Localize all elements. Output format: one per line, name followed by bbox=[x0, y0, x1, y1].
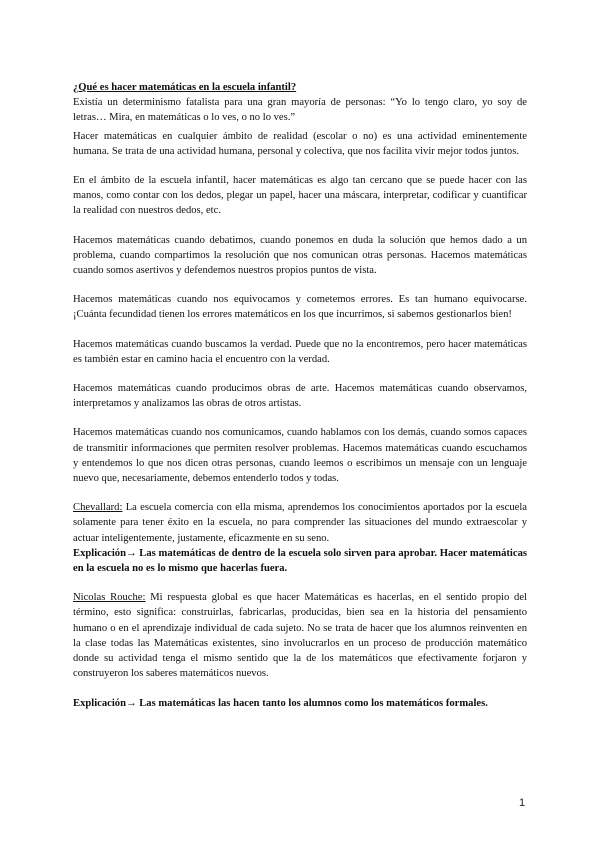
paragraph-errors: Hacemos matemáticas cuando nos equivocamos y cometemos errores. Es tan humano equivocarse. ¡Cuánta fecundidad tienen los errores matemáticos en los que incurrimos, si sabemos gestionarlos bien! bbox=[73, 294, 527, 321]
document-title: ¿Qué es hacer matemáticas en la escuela infantil? bbox=[73, 82, 297, 93]
author-chevallard: Chevallard: bbox=[73, 502, 123, 514]
paragraph-determinism: Existía un determinismo fatalista para una gran mayoría de personas: “Yo lo tengo claro, yo soy de letras… Mira, en matemáticas o lo ves, o no lo ves.” bbox=[73, 97, 527, 124]
paragraph-communication: Hacemos matemáticas cuando nos comunicamos, cuando hablamos con los demás, cuando somos capaces de transmitir informaciones que permiten resolver problemas. Hacemos matemáticas cuando escuchamos y entendemos lo que nos dicen otras personas, cuando leemos o escribimos un mensaje con un lenguaje nuevo que, necesariamente, debemos entenderlo todos y todas. bbox=[73, 427, 527, 485]
paragraph-chevallard bbox=[73, 500, 527, 576]
paragraph-infant-school: En el ámbito de la escuela infantil, hacer matemáticas es algo tan cercano que se puede hacer con las manos, como contar con los dedos, plegar un papel, hacer una máscara, interpretar, codificar y cuantificar la realidad con nuestros dedos, etc. bbox=[73, 175, 527, 217]
paragraph-art: Hacemos matemáticas cuando producimos obras de arte. Hacemos matemáticas cuando observamos, interpretamos y analizamos las obras de otros artistas. bbox=[73, 383, 527, 410]
paragraph-human-activity: Hacer matemáticas en cualquier ámbito de realidad (escolar o no) es una actividad eminentemente humana. Se trata de una actividad humana, personal y colectiva, que nos facilita vivir mejor todos juntos. bbox=[73, 130, 527, 157]
chevallard-explanation: Explicación→ Las matemáticas de dentro de la escuela solo sirven para aprobar. Hacer matemáticas en la escuela no es lo mismo que hacerlas fuera. bbox=[73, 547, 527, 575]
chevallard-quote: La escuela comercia con ella misma, aprendemos los conocimientos aportados por la escuela solamente para tener éxito en la escuela, no para comprender las situaciones del mundo extraescolar y actuar inteligentemente, justamente, eficazmente en su seno. bbox=[73, 502, 527, 544]
rouche-explanation: Explicación→ Las matemáticas las hacen tanto los alumnos como los matemáticos formales. bbox=[73, 697, 488, 709]
author-rouche: Nicolas Rouche: bbox=[73, 592, 146, 604]
document-body bbox=[73, 80, 527, 725]
paragraph-truth: Hacemos matemáticas cuando buscamos la verdad. Puede que no la encontremos, pero hacer matemáticas es también estar en camino hacia el encuentro con la verdad. bbox=[73, 338, 527, 365]
rouche-quote: Mi respuesta global es que hacer Matemáticas es hacerlas, en el sentido propio del término, esto significa: construirlas, fabricarlas, producidas, bien sea en la historia del pensamiento humano o en el aprendizaje individual de cada sujeto. No se trata de hacer que los alumnos reinventen en la clase todas las Matemáticas existentes, sino involucrarlos en un proceso de producción matemático donde su actividad tenga el mismo sentido que la de los matemáticos que efectivamente forjaron y construyeron los saberes matemáticos nuevos. bbox=[73, 592, 527, 680]
paragraph-intro bbox=[73, 80, 527, 126]
paragraph-rouche bbox=[73, 590, 527, 681]
paragraph-debate: Hacemos matemáticas cuando debatimos, cuando ponemos en duda la solución que hemos dado a un problema, cuando compartimos la resolución que nos comunican otras personas. Hacemos matemáticas cuando somos asertivos y defendemos nuestros propios puntos de vista. bbox=[73, 234, 527, 277]
page-number: 1 bbox=[519, 797, 526, 809]
